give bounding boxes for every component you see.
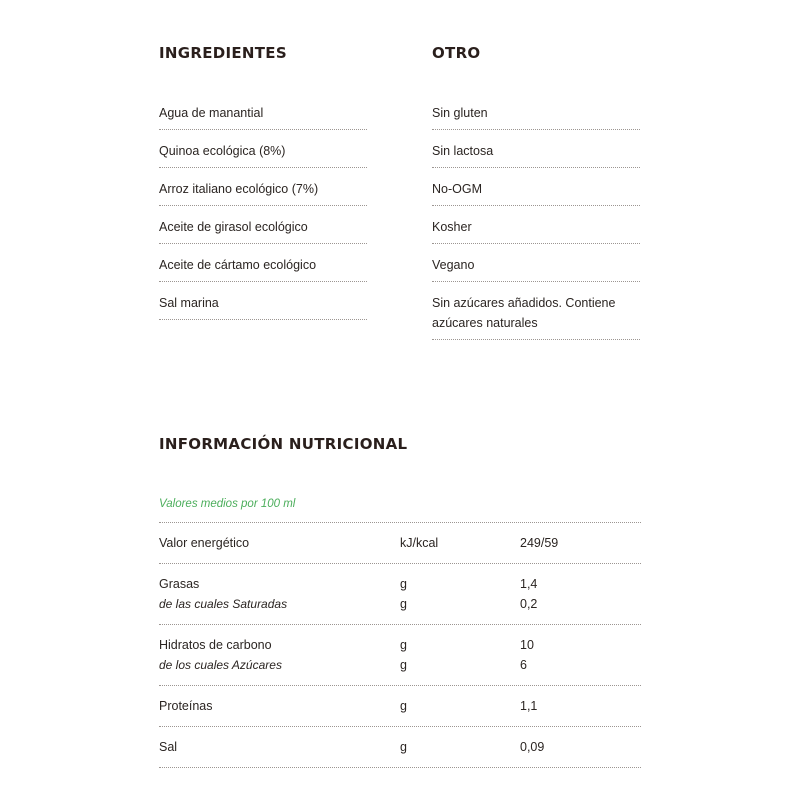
nutrient-unit: g (400, 699, 407, 713)
table-row (159, 727, 641, 768)
list-item: Arroz italiano ecológico (7%) (159, 176, 367, 206)
nutrition-line (159, 533, 641, 553)
nutrient-label: Sal (159, 740, 178, 754)
nutrition-line (159, 635, 641, 655)
nutrient-unit: g (400, 577, 407, 591)
otro-list (432, 100, 640, 348)
nutrient-label: de las cuales Saturadas (159, 597, 288, 611)
list-item: Aceite de cártamo ecológico (159, 252, 367, 282)
nutricional-heading: INFORMACIÓN NUTRICIONAL (159, 435, 408, 453)
nutrient-unit: g (400, 597, 407, 611)
nutrition-line (159, 696, 641, 716)
nutrient-label: Valor energético (159, 536, 250, 550)
nutrient-value: 10 (520, 638, 534, 652)
nutrient-label: Proteínas (159, 699, 213, 713)
nutrient-value: 0,09 (520, 740, 545, 754)
nutrition-line (159, 574, 641, 594)
otro-heading: OTRO (432, 44, 481, 62)
nutrient-value: 1,1 (520, 699, 538, 713)
list-item: Quinoa ecológica (8%) (159, 138, 367, 168)
list-item: Agua de manantial (159, 100, 367, 130)
nutrition-line (159, 737, 641, 757)
nutrition-line (159, 655, 641, 675)
list-item: Aceite de girasol ecológico (159, 214, 367, 244)
ingredientes-heading: INGREDIENTES (159, 44, 287, 62)
nutrient-value: 1,4 (520, 577, 538, 591)
nutrient-value: 0,2 (520, 597, 538, 611)
list-item: Sin azúcares añadidos. Contiene azúcares naturales (432, 290, 640, 340)
list-item: Vegano (432, 252, 640, 282)
nutrient-value: 249/59 (520, 536, 559, 550)
table-row (159, 686, 641, 727)
list-item: Sin gluten (432, 100, 640, 130)
ingredientes-list (159, 100, 367, 328)
list-item: Sin lactosa (432, 138, 640, 168)
nutrient-label: de los cuales Azúcares (159, 658, 282, 672)
list-item: No-OGM (432, 176, 640, 206)
nutrient-value: 6 (520, 658, 527, 672)
nutrient-unit: g (400, 658, 407, 672)
table-row (159, 564, 641, 625)
nutrient-label: Grasas (159, 577, 200, 591)
nutrient-unit: kJ/kcal (400, 536, 439, 550)
nutrient-label: Hidratos de carbono (159, 638, 272, 652)
nutrition-caption: Valores medios por 100 ml (159, 496, 641, 523)
table-row (159, 523, 641, 564)
nutrition-line (159, 594, 641, 614)
nutrition-table (159, 496, 641, 768)
list-item: Sal marina (159, 290, 367, 320)
table-row (159, 625, 641, 686)
nutrient-unit: g (400, 638, 407, 652)
nutrient-unit: g (400, 740, 407, 754)
list-item: Kosher (432, 214, 640, 244)
